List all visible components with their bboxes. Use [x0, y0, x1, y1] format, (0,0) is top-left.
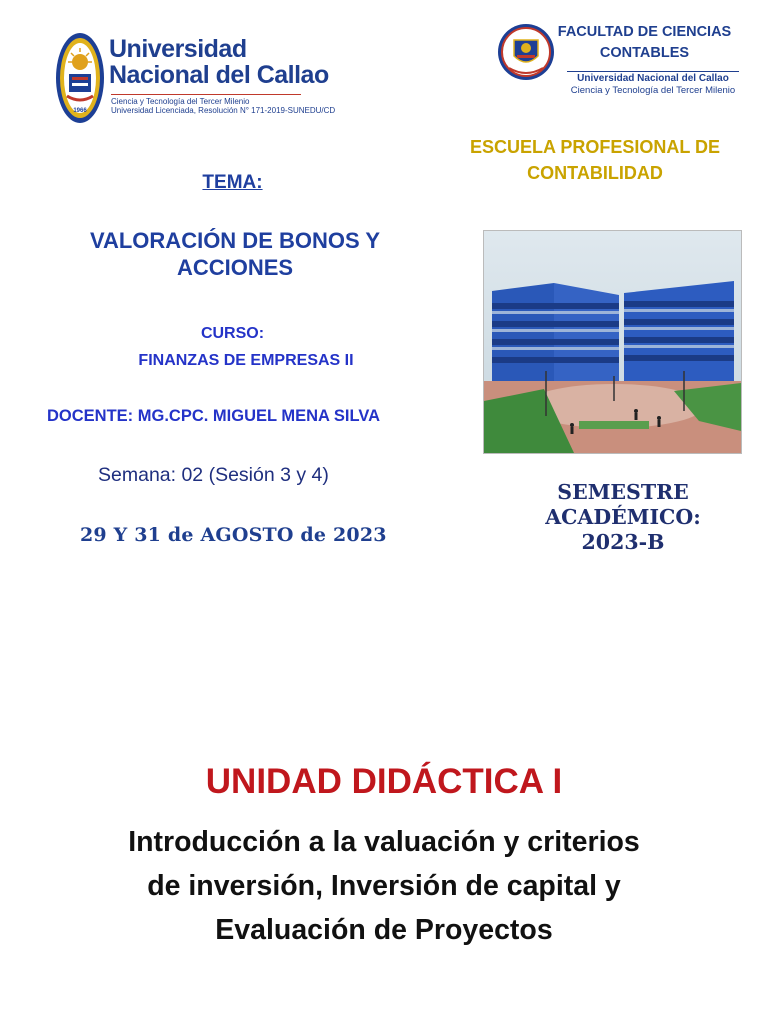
escuela-line2: CONTABILIDAD [527, 163, 663, 183]
semestre-academico [488, 480, 758, 555]
faculty-title-line2: CONTABLES [599, 45, 690, 61]
curso-name: FINANZAS DE EMPRESAS II [138, 352, 354, 369]
curso-label: CURSO: [200, 325, 265, 342]
unac-logo [55, 32, 336, 127]
unidad-description [30, 820, 738, 952]
faculty-title-line1: FACULTAD DE CIENCIAS [557, 24, 732, 40]
tema-label: TEMA: [202, 172, 263, 193]
semestre-line3: 2023-B [581, 530, 665, 554]
faculty-divider [567, 71, 739, 72]
docente-line: DOCENTE: MG.CPC. MIGUEL MENA SILVA [47, 407, 381, 425]
fecha-line: 29 Y 31 de AGOSTO de 2023 [80, 524, 387, 546]
tema-title-line2: ACCIONES [176, 255, 294, 280]
semestre-line1: SEMESTRE [557, 480, 689, 504]
campus-photo [483, 230, 742, 454]
faculty-tagline: Ciencia y Tecnología del Tercer Milenio [570, 85, 736, 96]
tema-title [15, 227, 455, 281]
unac-name-line1: Universidad [109, 35, 247, 63]
semestre-line2: ACADÉMICO: [545, 505, 701, 529]
semana-line: Semana: 02 (Sesión 3 y 4) [98, 464, 329, 486]
unidad-desc-line3: Evaluación de Proyectos [215, 914, 553, 946]
faculty-university-name: Universidad Nacional del Callao [577, 73, 729, 84]
unidad-desc-line1: Introducción a la valuación y criterios [128, 826, 640, 858]
tema-title-line1: VALORACIÓN DE BONOS Y [89, 228, 381, 253]
unidad-title: UNIDAD DIDÁCTICA I [205, 762, 563, 801]
unidad-desc-line2: de inversión, Inversión de capital y [147, 870, 621, 902]
unac-seal-icon [55, 32, 105, 124]
unac-resolution: Universidad Licenciada, Resolución N° 171-2019-SUNEDU/CD [111, 106, 336, 115]
unac-name-line2: Nacional del Callao [109, 61, 329, 89]
escuela-line1: ESCUELA PROFESIONAL DE [469, 137, 721, 157]
faculty-logo [497, 22, 742, 102]
unac-seal-year: 1966 [73, 108, 87, 114]
unac-tagline: Ciencia y Tecnología del Tercer Milenio [111, 97, 250, 106]
unac-divider [111, 94, 301, 95]
escuela-heading [450, 134, 740, 186]
